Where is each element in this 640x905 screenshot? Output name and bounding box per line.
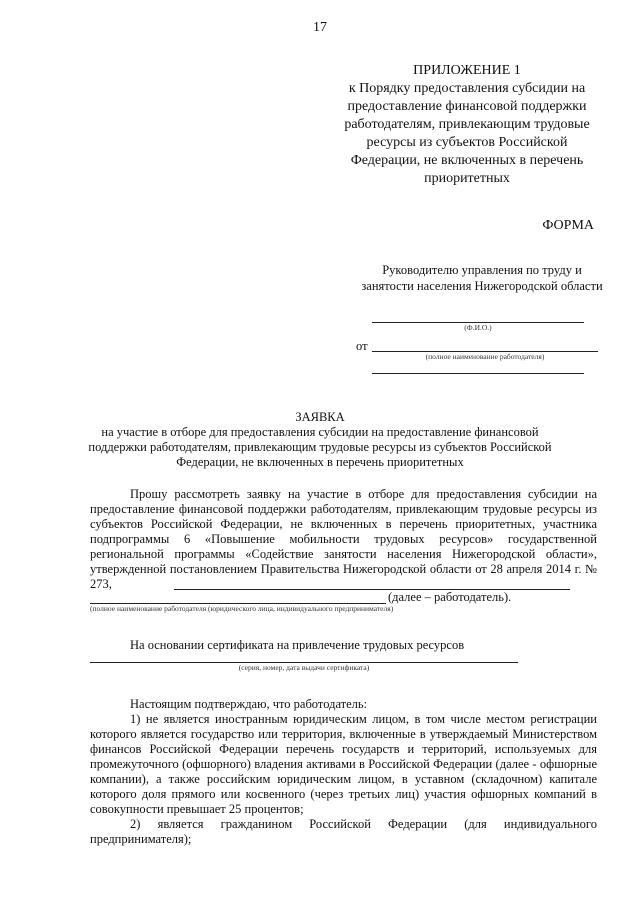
certificate-caption: (серия, номер, дата выдачи сертификата)	[238, 663, 370, 672]
request-tail: (далее – работодатель).	[388, 590, 512, 604]
item-1: 1) не является иностранным юридическим лицом, в том числе местом регистрации которого является государство или территория, включенные в утверждаемый Министерством финансов Российской Федерации перечень государств и территорий, используемых для промежуточного (офшорного) владения активами в Российской Федерации (далее - офшорные компании), а также российским юридическим лицом, в уставном (складочном) капитале которого доля прямого или косвенного (через третьих лиц) участия офшорных компаний в совокупности превышает 25 процентов;	[90, 712, 597, 816]
employer-full-caption: (полное наименование работодателя (юридического лица, индивидуального предпринимателя)	[90, 604, 394, 613]
application-subtitle: на участие в отборе для предоставления субсидии на предоставление финансовой поддержки работодателям, привлекающим трудовые ресурсы из субъектов Российской Федерации, не включенных в перечень приоритетных	[88, 425, 552, 469]
employer-caption: (полное наименование работодателя)	[425, 352, 545, 361]
annex-block	[340, 62, 594, 188]
item-2: 2) является гражданином Российской Федерации (для индивидуального предпринимателя);	[90, 817, 597, 846]
annex-text: к Порядку предоставления субсидии на предоставление финансовой поддержки работодателям, привлекающим трудовые ресурсы из субъектов Российской Федерации, не включенных в перечень приоритетных	[344, 81, 590, 186]
annex-title: ПРИЛОЖЕНИЕ 1	[413, 63, 521, 78]
page-number: 17	[313, 20, 327, 35]
addressee-text: Руководителю управления по труду и занятости населения Нижегородской области	[361, 263, 603, 293]
basis-text: На основании сертификата на привлечение трудовых ресурсов	[130, 638, 465, 652]
application-heading	[80, 410, 560, 470]
confirm-text: Настоящим подтверждаю, что работодатель:	[130, 697, 368, 711]
form-label: ФОРМА	[542, 218, 594, 233]
fio-caption: (Ф.И.О.)	[464, 323, 492, 332]
employer-line-2	[372, 373, 584, 374]
application-title: ЗАЯВКА	[295, 410, 345, 424]
from-label: от	[356, 339, 368, 353]
request-paragraph: Прошу рассмотреть заявку на участие в отборе для предоставления субсидии на предоставление финансовой поддержки работодателям, привлекающим трудовые ресурсы из субъектов Российской Федерации, не включенных в перечень приоритетных, участника подпрограммы 6 «Повышение мобильности трудовых ресурсов» государственной региональной программы «Содействие занятости населения Нижегородской области», утвержденной постановлением Правительства Нижегородской области от 28 апреля 2014 г. № 273,	[90, 487, 597, 591]
